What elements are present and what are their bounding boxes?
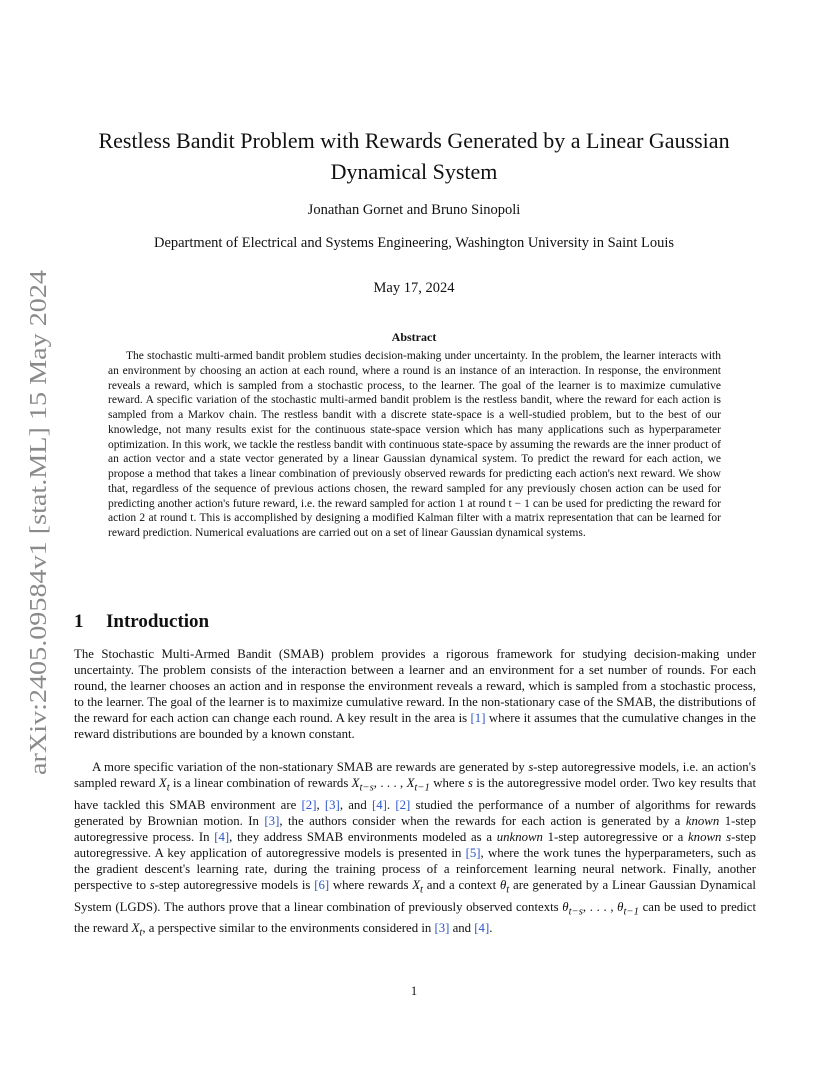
emphasis: known [685,813,720,828]
math-sub: t−s [359,782,374,794]
text-run: can be used to predict the reward [74,899,756,936]
math-var: s [528,760,534,774]
text-run: 1-step autoregressive or a [542,829,688,844]
math-var: s [726,829,732,844]
math-sub: t [139,928,143,940]
text-run: , a perspective similar to the environments considered in [142,921,435,936]
text-run: . [386,797,396,812]
math-var: s [467,776,473,791]
math-var: X [158,776,167,791]
math-sub: t−s [568,906,583,918]
title-line-1: Restless Bandit Problem with Rewards Generated by a Linear Gaussian [98,128,730,153]
citation-link[interactable]: [3] [324,797,340,812]
arxiv-id-text: arXiv:2405.09584v1 [stat.ML] 15 May 2024 [26,344,52,775]
title-line-2: Dynamical System [330,159,498,184]
abstract-heading: Abstract [391,330,437,344]
text-run: , they address SMAB environments modeled as a [229,829,497,844]
math-var: X [412,878,421,893]
text-run: are generated by a Linear Gaussian Dynamical System (LGDS). The authors prove that a linear combination of previously observed contexts [74,878,756,914]
text-run: where [429,776,468,791]
text-run: -step autoregressive models is [154,878,315,893]
arxiv-identifier-stamp [22,270,52,775]
text-run: , [316,797,325,812]
intro-paragraph-1 [74,646,756,743]
math-sub: t [506,884,510,896]
text-run: -step autoregressive. A key application of autoregressive models is presented in [74,829,756,861]
page-number: 1 [410,984,418,998]
section-number: 1 [74,611,84,632]
math-sub: t [166,782,170,794]
math-var: s [149,878,155,893]
math-sub: t−1 [414,782,430,794]
citation-link[interactable]: [5] [465,846,481,861]
citation-link[interactable]: [4] [371,797,387,812]
citation-link[interactable]: [1] [470,711,486,726]
text-run: , . . . , [373,776,407,791]
math-var: θ [499,878,507,893]
date: May 17, 2024 [373,280,455,296]
math-var: θ [562,899,569,914]
text-run: is the autoregressive model order. Two key results that have tackled this SMAB environment are [74,776,757,812]
text-run: and a context [423,878,500,893]
text-run: and [449,921,475,936]
paper-title [60,125,768,187]
citation-link[interactable]: [4] [214,829,230,844]
text-run: where rewards [329,878,413,893]
abstract-text: The stochastic multi-armed bandit problem studies decision-making under uncertainty. In the problem, the learner interacts with an environment by choosing an action at each round, where a round is an instance of an interaction. In response, the environment reveals a reward, which is sampled from a stochastic process, to the learner. The goal of the learner is to maximize cumulative reward. A specific variation of the stochastic multi-armed bandit problem is the restless bandit, where the reward for each action is sampled from a Markov chain. The restless bandit with a discrete state-space is a well-studied problem, but to the best of our knowledge, not many results exist for the continuous state-space version which has many applications such as hyperparameter optimization. In this work, we tackle the restless bandit with continuous state-space by assuming the rewards are the inner product of an action vector and a state vector generated by a linear Gaussian dynamical system. To predict the reward for each action, we propose a method that takes a linear combination of previously observed rewards for predicting each action's next reward. We show that, regardless of the sequence of previous actions chosen, the reward sampled for any previously chosen action can be used for predicting another action's future reward, i.e. the reward sampled for action 1 at round t − 1 can be used for predicting the reward for action 2 at round t. This is accomplished by designing a modified Kalman filter with a matrix representation that can be learned for reward prediction. Numerical evaluations are carried out on a set of linear Gaussian dynamical systems. [108,350,721,539]
citation-link[interactable]: [6] [314,878,330,893]
math-var: X [406,776,415,791]
text-run: where it assumes that the cumulative changes in the reward distributions are bounded by a known constant. [74,711,756,742]
citation-link[interactable]: [2] [301,797,317,812]
text-run: , and [339,797,372,812]
math-sub: t−1 [623,906,639,918]
text-run: -step autoregressive models, i.e. an action's sampled reward [74,760,756,791]
citation-link[interactable]: [3] [264,813,280,828]
math-sub: t [420,884,424,896]
emphasis: known [687,829,722,844]
math-var: X [131,921,140,936]
math-var: θ [617,899,624,914]
text-run: , where the work tunes the hyperparameters, such as the gradient descent's learning rate, during the training process of a reinforcement learning neural network. Finally, another perspective to [74,846,756,893]
text-run: 1-step autoregressive process. In [74,813,756,844]
section-title: Introduction [106,611,210,632]
text-run: The Stochastic Multi-Armed Bandit (SMAB) problem provides a rigorous framework for studying decision-making under uncertainty. The problem consists of the interaction between a learner and an environment for a set number of rounds. For each round, the learner chooses an action and in response the environment reveals a reward, which is sampled from a stochastic process, to the learner. The goal of the learner is to maximize cumulative reward. In the non-stationary case of the SMAB, the distributions of the reward for each action can change each round. A key result in the area is [74,647,756,726]
citation-link[interactable]: [4] [474,921,490,936]
text-run: studied the performance of a number of algorithms for rewards generated by Brownian motion. In [74,797,757,828]
text-run: . [489,921,493,936]
intro-paragraph-2 [74,759,756,942]
authors: Jonathan Gornet and Bruno Sinopoli [307,202,521,218]
text-run: A more specific variation of the non-stationary SMAB are rewards are generated by [92,760,529,774]
text-run: is a linear combination of rewards [169,776,352,791]
text-run: , the authors consider when the rewards for each action is generated by a [279,813,686,828]
emphasis: unknown [496,829,543,844]
citation-link[interactable]: [2] [395,797,411,812]
text-run: , . . . , [582,899,618,914]
affiliation: Department of Electrical and Systems Engineering, Washington University in Saint Louis [153,235,675,251]
citation-link[interactable]: [3] [434,921,450,936]
math-var: X [351,776,360,791]
section-heading [74,611,209,633]
